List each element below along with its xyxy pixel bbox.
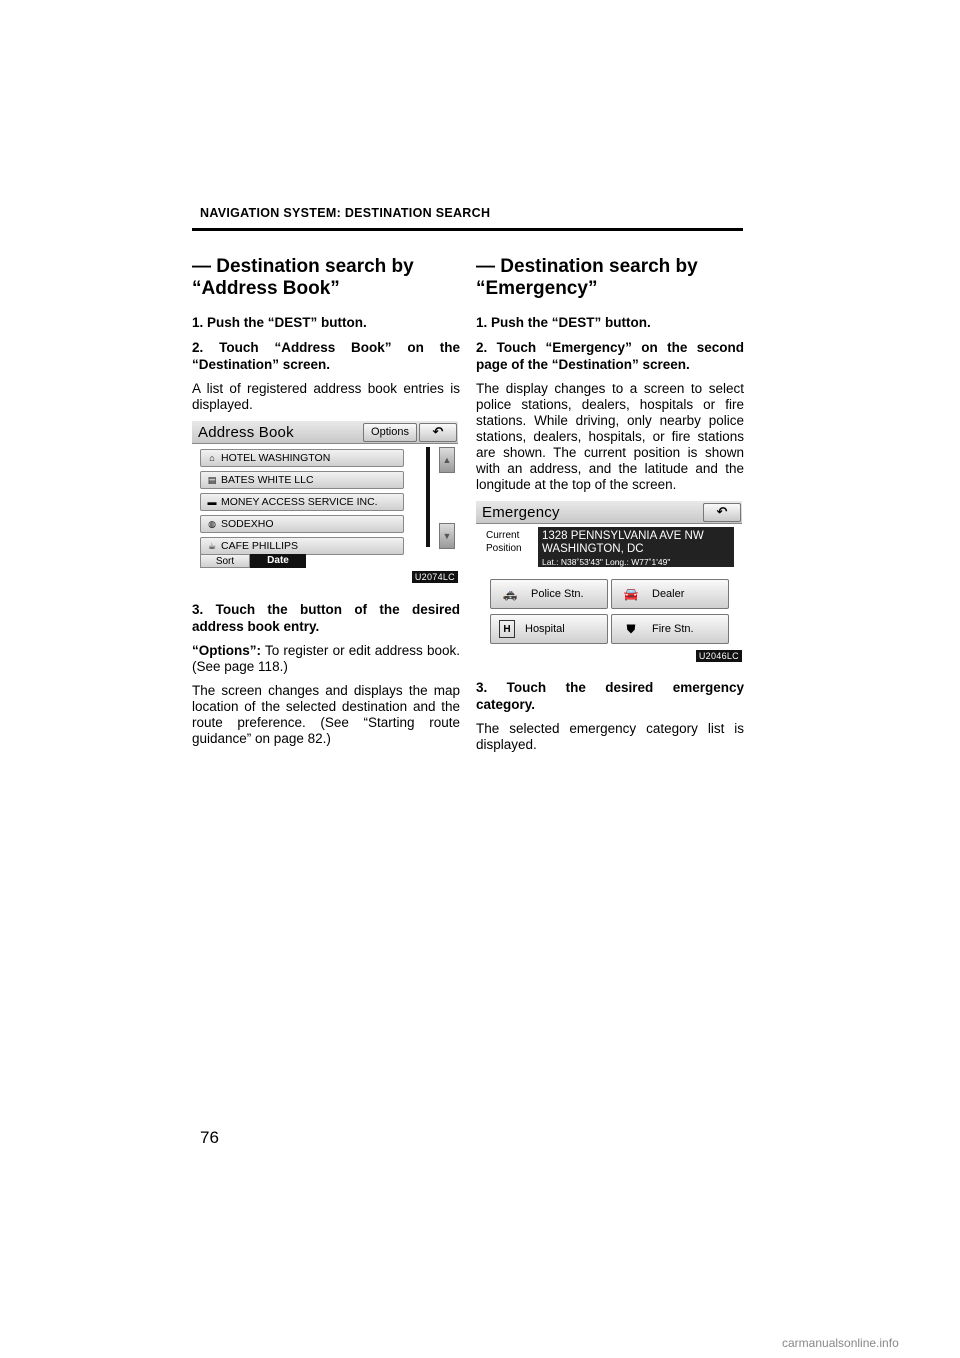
sort-button[interactable]: Sort xyxy=(200,554,250,568)
figure-code: U2074LC xyxy=(412,571,458,583)
emergency-screen xyxy=(476,501,742,663)
screen-title-bar xyxy=(192,421,458,444)
watermark: carmanualsonline.info xyxy=(782,1336,899,1350)
options-paragraph xyxy=(192,643,460,675)
chevron-up-icon: ▲ xyxy=(442,455,452,465)
list-item[interactable]: ◍ SODEXHO xyxy=(200,515,404,533)
options-term: “Options”: xyxy=(192,643,261,658)
address-book-list xyxy=(200,449,404,559)
step-1: 1. Push the “DEST” button. xyxy=(476,315,651,330)
paragraph: The selected emergency category list is displayed. xyxy=(476,721,744,752)
list-item[interactable]: ▤ BATES WHITE LLC xyxy=(200,471,404,489)
back-button[interactable] xyxy=(703,503,741,522)
coordinates: Lat.: N38˚53'43" Long.: W77˚1'49" xyxy=(542,557,671,567)
police-car-icon: 🚓 xyxy=(502,587,518,601)
building-icon: ▤ xyxy=(207,474,217,485)
step-1: 1. Push the “DEST” button. xyxy=(192,315,367,330)
paragraph: The display changes to a screen to select police stations, dealers, hospitals or fire stations. While driving, only nearby police stations, dealers, hospitals, or fire stations are shown. The current position is shown with an address, and the latitude and the longitude at the top of the screen. xyxy=(476,381,744,492)
step-2: 2. Touch “Address Book” on the “Destination” screen. xyxy=(192,340,460,372)
fire-station-icon: ⛊ xyxy=(626,621,636,636)
cafe-icon: ☕ xyxy=(207,540,217,551)
header-title: NAVIGATION SYSTEM: DESTINATION SEARCH xyxy=(200,206,491,220)
address-line-1: 1328 PENNSYLVANIA AVE NW xyxy=(542,530,704,542)
header-rule xyxy=(192,228,743,231)
sort-date-value[interactable]: Date xyxy=(250,554,306,568)
figure-code: U2046LC xyxy=(696,650,742,662)
scrollbar-track[interactable] xyxy=(426,447,430,547)
fire-station-button[interactable]: ⛊ Fire Stn. xyxy=(611,614,729,644)
back-arrow-icon: ↶ xyxy=(716,504,728,519)
scroll-down-button[interactable] xyxy=(439,523,455,549)
hotel-icon: ⌂ xyxy=(209,452,215,463)
options-description: To register or edit address book. (See page 118.) xyxy=(192,643,460,674)
screen-title-bar xyxy=(476,501,742,524)
options-button[interactable]: Options xyxy=(363,423,417,442)
step-3: 3. Touch the desired emergency category. xyxy=(476,680,744,712)
restaurant-icon: ◍ xyxy=(208,518,216,529)
hospital-button[interactable]: H Hospital xyxy=(490,614,608,644)
step-3: 3. Touch the button of the desired address book entry. xyxy=(192,602,460,634)
dealer-button[interactable]: 🚘 Dealer xyxy=(611,579,729,609)
list-item[interactable]: ▬ MONEY ACCESS SERVICE INC. xyxy=(200,493,404,511)
scroll-up-button[interactable] xyxy=(439,447,455,473)
left-column xyxy=(192,256,460,755)
paragraph: A list of registered address book entries is displayed. xyxy=(192,381,460,412)
sort-control xyxy=(200,554,306,568)
dealer-icon: 🚘 xyxy=(623,587,639,601)
page-number: 76 xyxy=(200,1128,219,1147)
screen-title: Emergency xyxy=(482,503,560,521)
atm-icon: ▬ xyxy=(207,496,217,507)
current-address-panel xyxy=(538,527,734,567)
right-column xyxy=(476,256,744,761)
police-station-button[interactable]: 🚓 Police Stn. xyxy=(490,579,608,609)
paragraph: The screen changes and displays the map location of the selected destination and the route preference. (See “Starting route guidance” on page 82.) xyxy=(192,683,460,746)
back-arrow-icon: ↶ xyxy=(432,424,444,439)
address-book-screen xyxy=(192,421,458,582)
chevron-down-icon: ▼ xyxy=(442,531,452,541)
section-title-emergency: — Destination search by “Emergency” xyxy=(476,256,698,299)
back-button[interactable] xyxy=(419,423,457,442)
step-2: 2. Touch “Emergency” on the second page of the “Destination” screen. xyxy=(476,340,744,372)
address-line-2: WASHINGTON, DC xyxy=(542,543,644,555)
current-position-label: Current Position xyxy=(486,530,522,554)
list-item[interactable]: ☕ CAFE PHILLIPS xyxy=(200,537,404,555)
screen-title: Address Book xyxy=(198,423,294,441)
hospital-icon: H xyxy=(499,620,515,638)
list-item[interactable]: ⌂ HOTEL WASHINGTON xyxy=(200,449,404,467)
section-title-address-book: — Destination search by “Address Book” xyxy=(192,256,414,299)
